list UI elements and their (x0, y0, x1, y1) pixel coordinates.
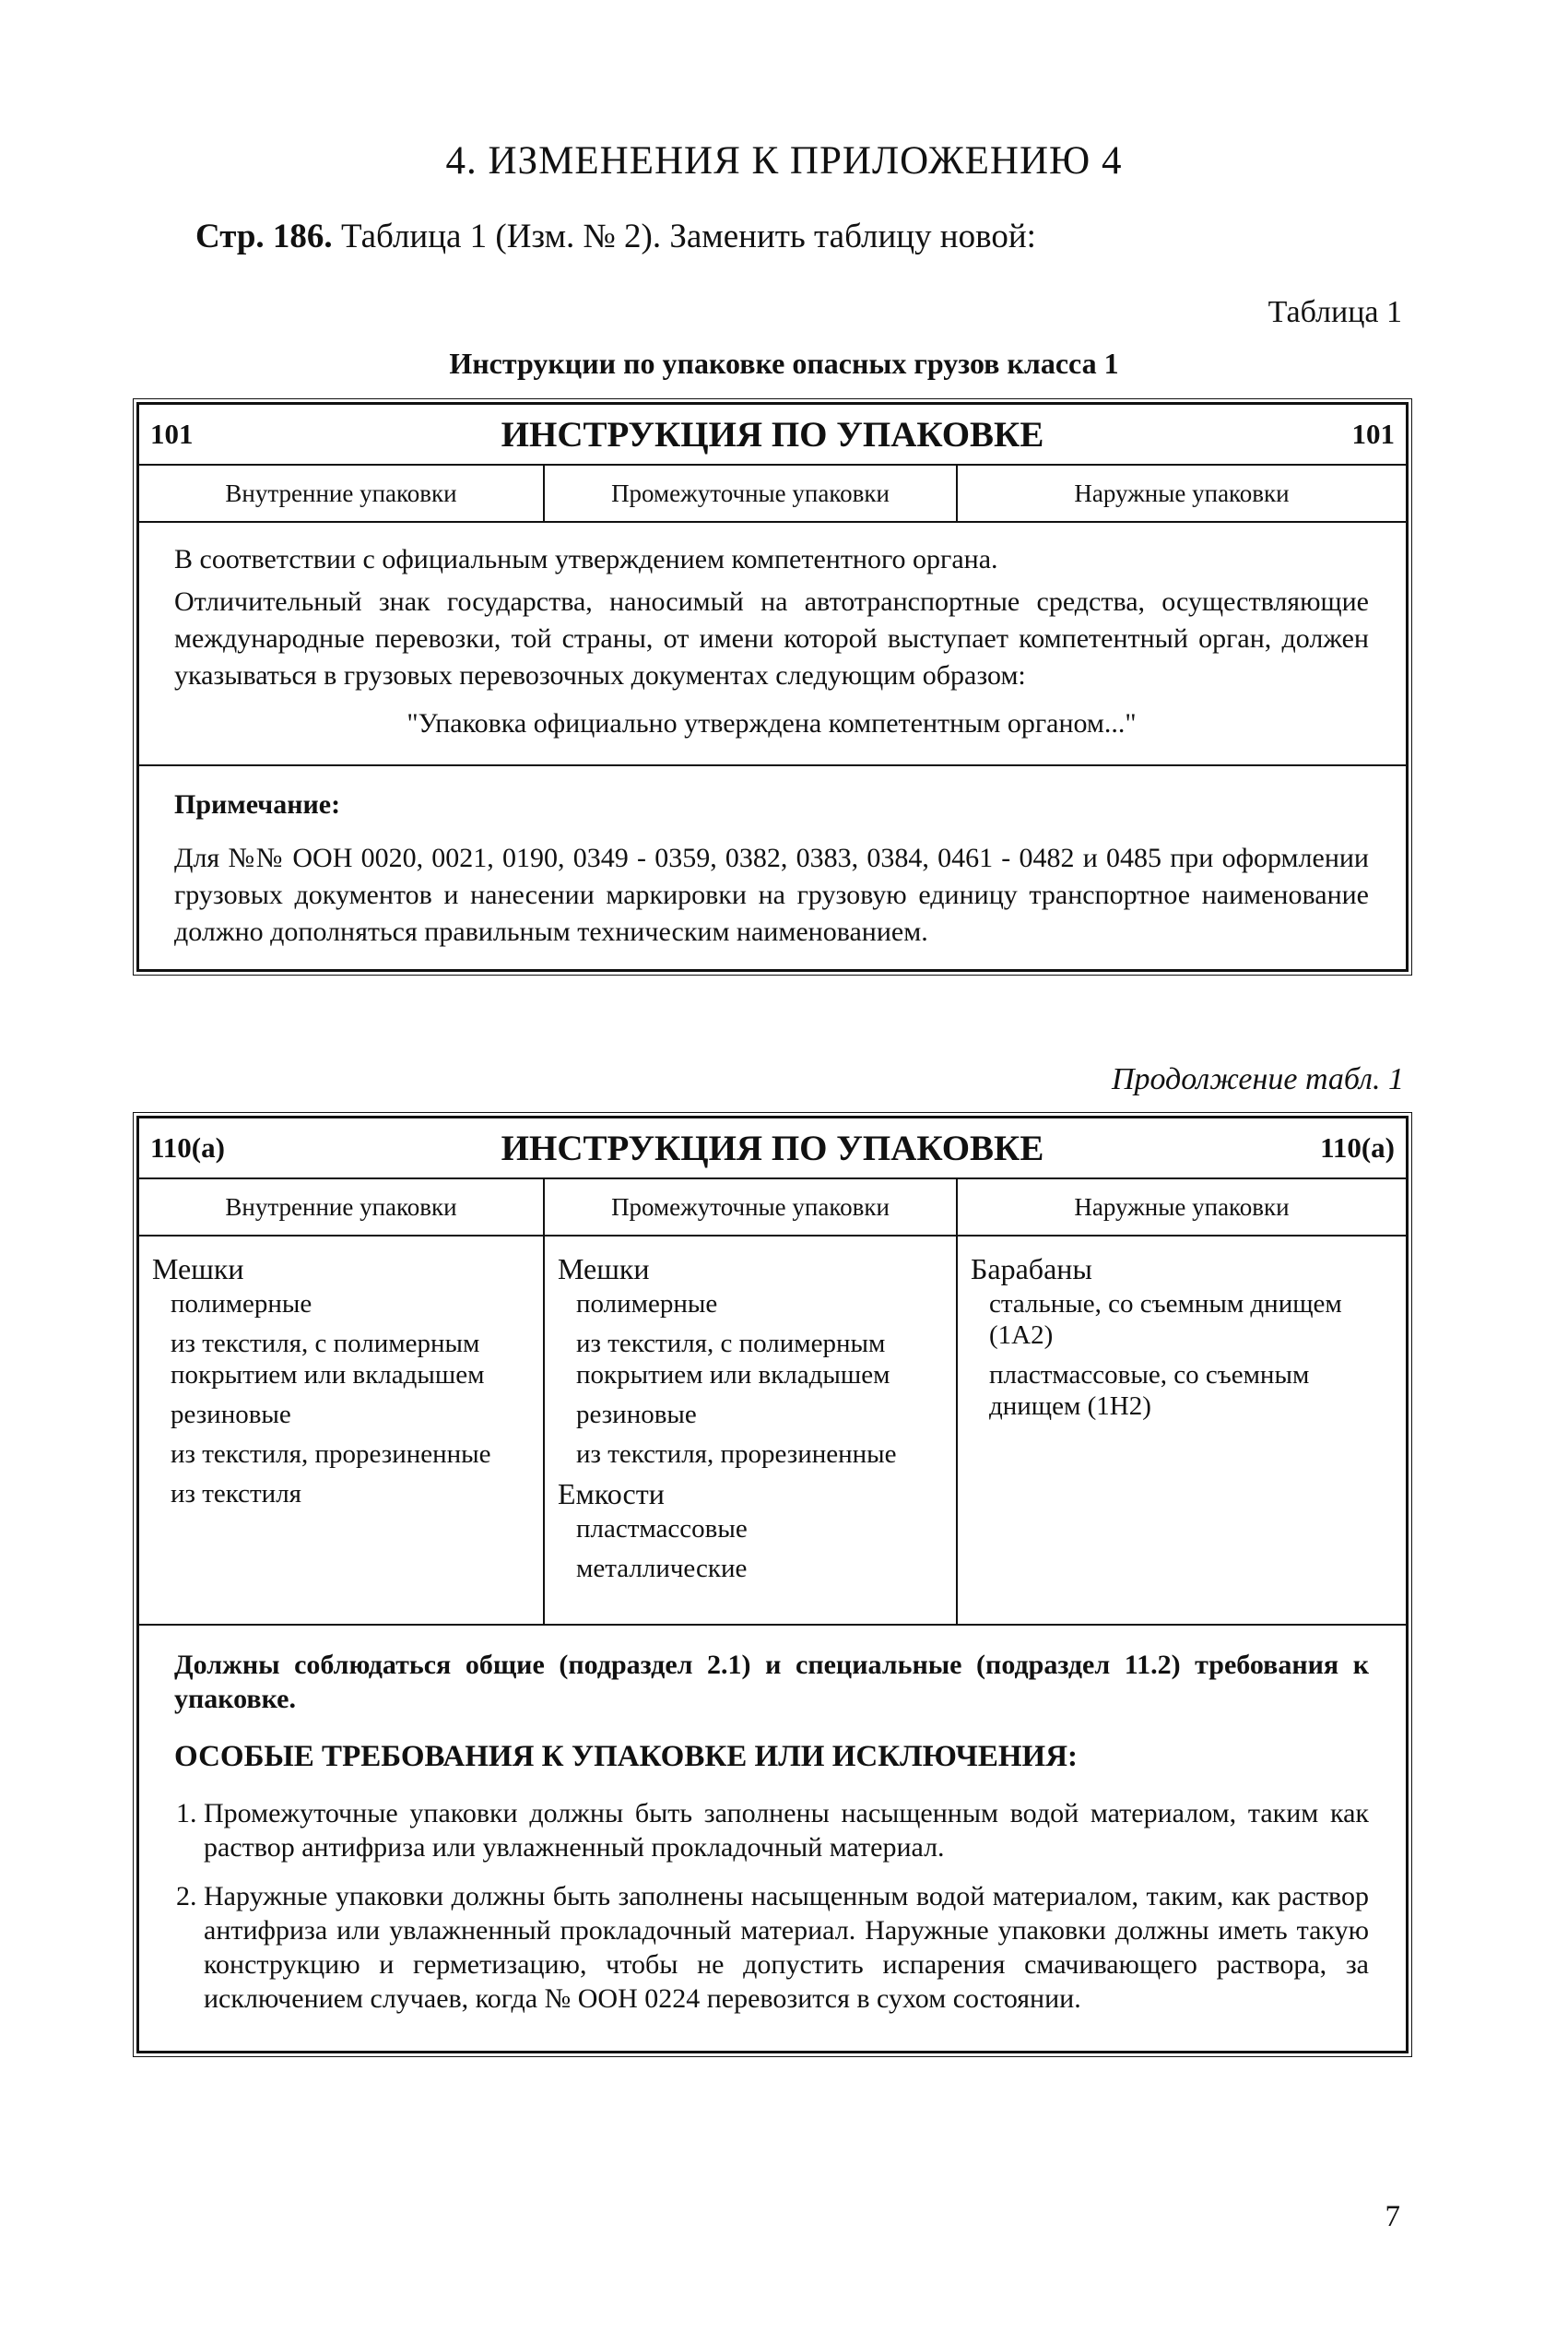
instruction-title-row (139, 1118, 1406, 1179)
group-label: Мешки (558, 1252, 650, 1285)
outer-packaging-column (956, 1236, 1406, 1624)
column-headers (139, 466, 1406, 523)
amendment-line (195, 217, 1036, 256)
instruction-title: ИНСТРУКЦИЯ ПО УПАКОВКЕ (501, 415, 1044, 455)
approval-quote: "Упаковка официально утверждена компетентным органом..." (407, 708, 1137, 739)
list-item: стальные, со съемным днищем (1А2) (989, 1289, 1342, 1350)
note-text: Для №№ ООН 0020, 0021, 0190, 0349 - 0359, 0382, 0383, 0384, 0461 - 0482 и 0485 при оформлении грузовых документов и нанесении маркировки на грузовую единицу транспортное наименование должно дополняться правильным техническим наименованием. (174, 843, 1369, 947)
list-item: полимерные (576, 1289, 718, 1319)
packing-instruction-101 (136, 402, 1409, 972)
general-requirements: Должны соблюдаться общие (подраздел 2.1) и специальные (подраздел 11.2) требования к упаковке. (174, 1650, 1369, 1714)
state-mark-paragraph: Отличительный знак государства, наносимый на автотранспортные средства, осуществляющие международные перевозки, той страны, от имени которой выступает компетентный орган, должен указываться в грузовых перевозочных документах следующим образом: (174, 586, 1369, 691)
packaging-columns (139, 1236, 1406, 1626)
list-item: из текстиля, с полимерным покрытием или вкладышем (171, 1329, 485, 1390)
header-inner-packaging: Внутренние упаковки (225, 479, 457, 507)
approval-paragraph: В соответствии с официальным утверждением компетентного органа. (174, 544, 998, 574)
special-requirements-list (174, 1796, 1369, 2016)
instruction-code-right: 101 (1351, 418, 1395, 450)
instruction-code-left: 110(а) (150, 1131, 225, 1164)
header-intermediate-packaging: Промежуточные упаковки (543, 1179, 956, 1235)
header-intermediate-packaging: Промежуточные упаковки (543, 466, 956, 521)
note-block (139, 766, 1406, 969)
page-reference: Стр. 186. (195, 218, 333, 255)
table-caption: Инструкции по упаковке опасных грузов класса 1 (449, 347, 1119, 380)
column-headers (139, 1179, 1406, 1236)
instruction-title-row (139, 405, 1406, 466)
approval-text (139, 523, 1406, 766)
list-item: 2. Наружные упаковки должны быть заполнены насыщенным водой материалом, таким, как раствор антифриза или увлажненный прокладочный материал. Наружные упаковки должны иметь такую конструкцию и герметизацию, чтобы не допустить испарения смачивающего раствора, за исключением случаев, когда № ООН 0224 перевозится в сухом состоянии. (204, 1879, 1369, 2016)
intermediate-packaging-column (543, 1236, 956, 1624)
group-label: Емкости (558, 1477, 665, 1510)
amendment-text: Таблица 1 (Изм. № 2). Заменить таблицу новой: (340, 218, 1036, 255)
list-item: резиновые (576, 1400, 697, 1429)
page-number: 7 (1385, 2200, 1400, 2233)
note-label: Примечание: (174, 789, 341, 820)
list-item: 1. Промежуточные упаковки должны быть заполнены насыщенным водой материалом, таким как раствор антифриза или увлажненный прокладочный материал. (204, 1796, 1369, 1864)
header-inner-packaging: Внутренние упаковки (225, 1192, 457, 1221)
requirements-block (139, 1626, 1406, 2051)
list-item: из текстиля (171, 1479, 302, 1509)
list-item: из текстиля, с полимерным покрытием или вкладышем (576, 1329, 890, 1390)
special-requirements-heading: ОСОБЫЕ ТРЕБОВАНИЯ К УПАКОВКЕ ИЛИ ИСКЛЮЧЕНИЯ: (174, 1740, 1079, 1773)
list-item: резиновые (171, 1400, 291, 1429)
group-label: Барабаны (971, 1252, 1092, 1285)
instruction-title: ИНСТРУКЦИЯ ПО УПАКОВКЕ (501, 1129, 1044, 1168)
instruction-code-left: 101 (150, 418, 194, 450)
list-item: пластмассовые (576, 1514, 748, 1544)
header-outer-packaging: Наружные упаковки (956, 1179, 1406, 1235)
continuation-label: Продолжение табл. 1 (1111, 1062, 1404, 1096)
header-outer-packaging: Наружные упаковки (956, 466, 1406, 521)
packing-instruction-110a (136, 1116, 1409, 2053)
list-item: полимерные (171, 1289, 312, 1319)
list-item: из текстиля, прорезиненные (576, 1439, 897, 1469)
table-number: Таблица 1 (1267, 295, 1402, 329)
group-label: Мешки (152, 1252, 244, 1285)
inner-packaging-column (139, 1236, 543, 1624)
page-heading: 4. ИЗМЕНЕНИЯ К ПРИЛОЖЕНИЮ 4 (445, 139, 1123, 183)
list-item: из текстиля, прорезиненные (171, 1439, 491, 1469)
list-item: металлические (576, 1554, 748, 1583)
instruction-code-right: 110(а) (1320, 1131, 1395, 1164)
list-item: пластмассовые, со съемным днищем (1Н2) (989, 1360, 1310, 1421)
